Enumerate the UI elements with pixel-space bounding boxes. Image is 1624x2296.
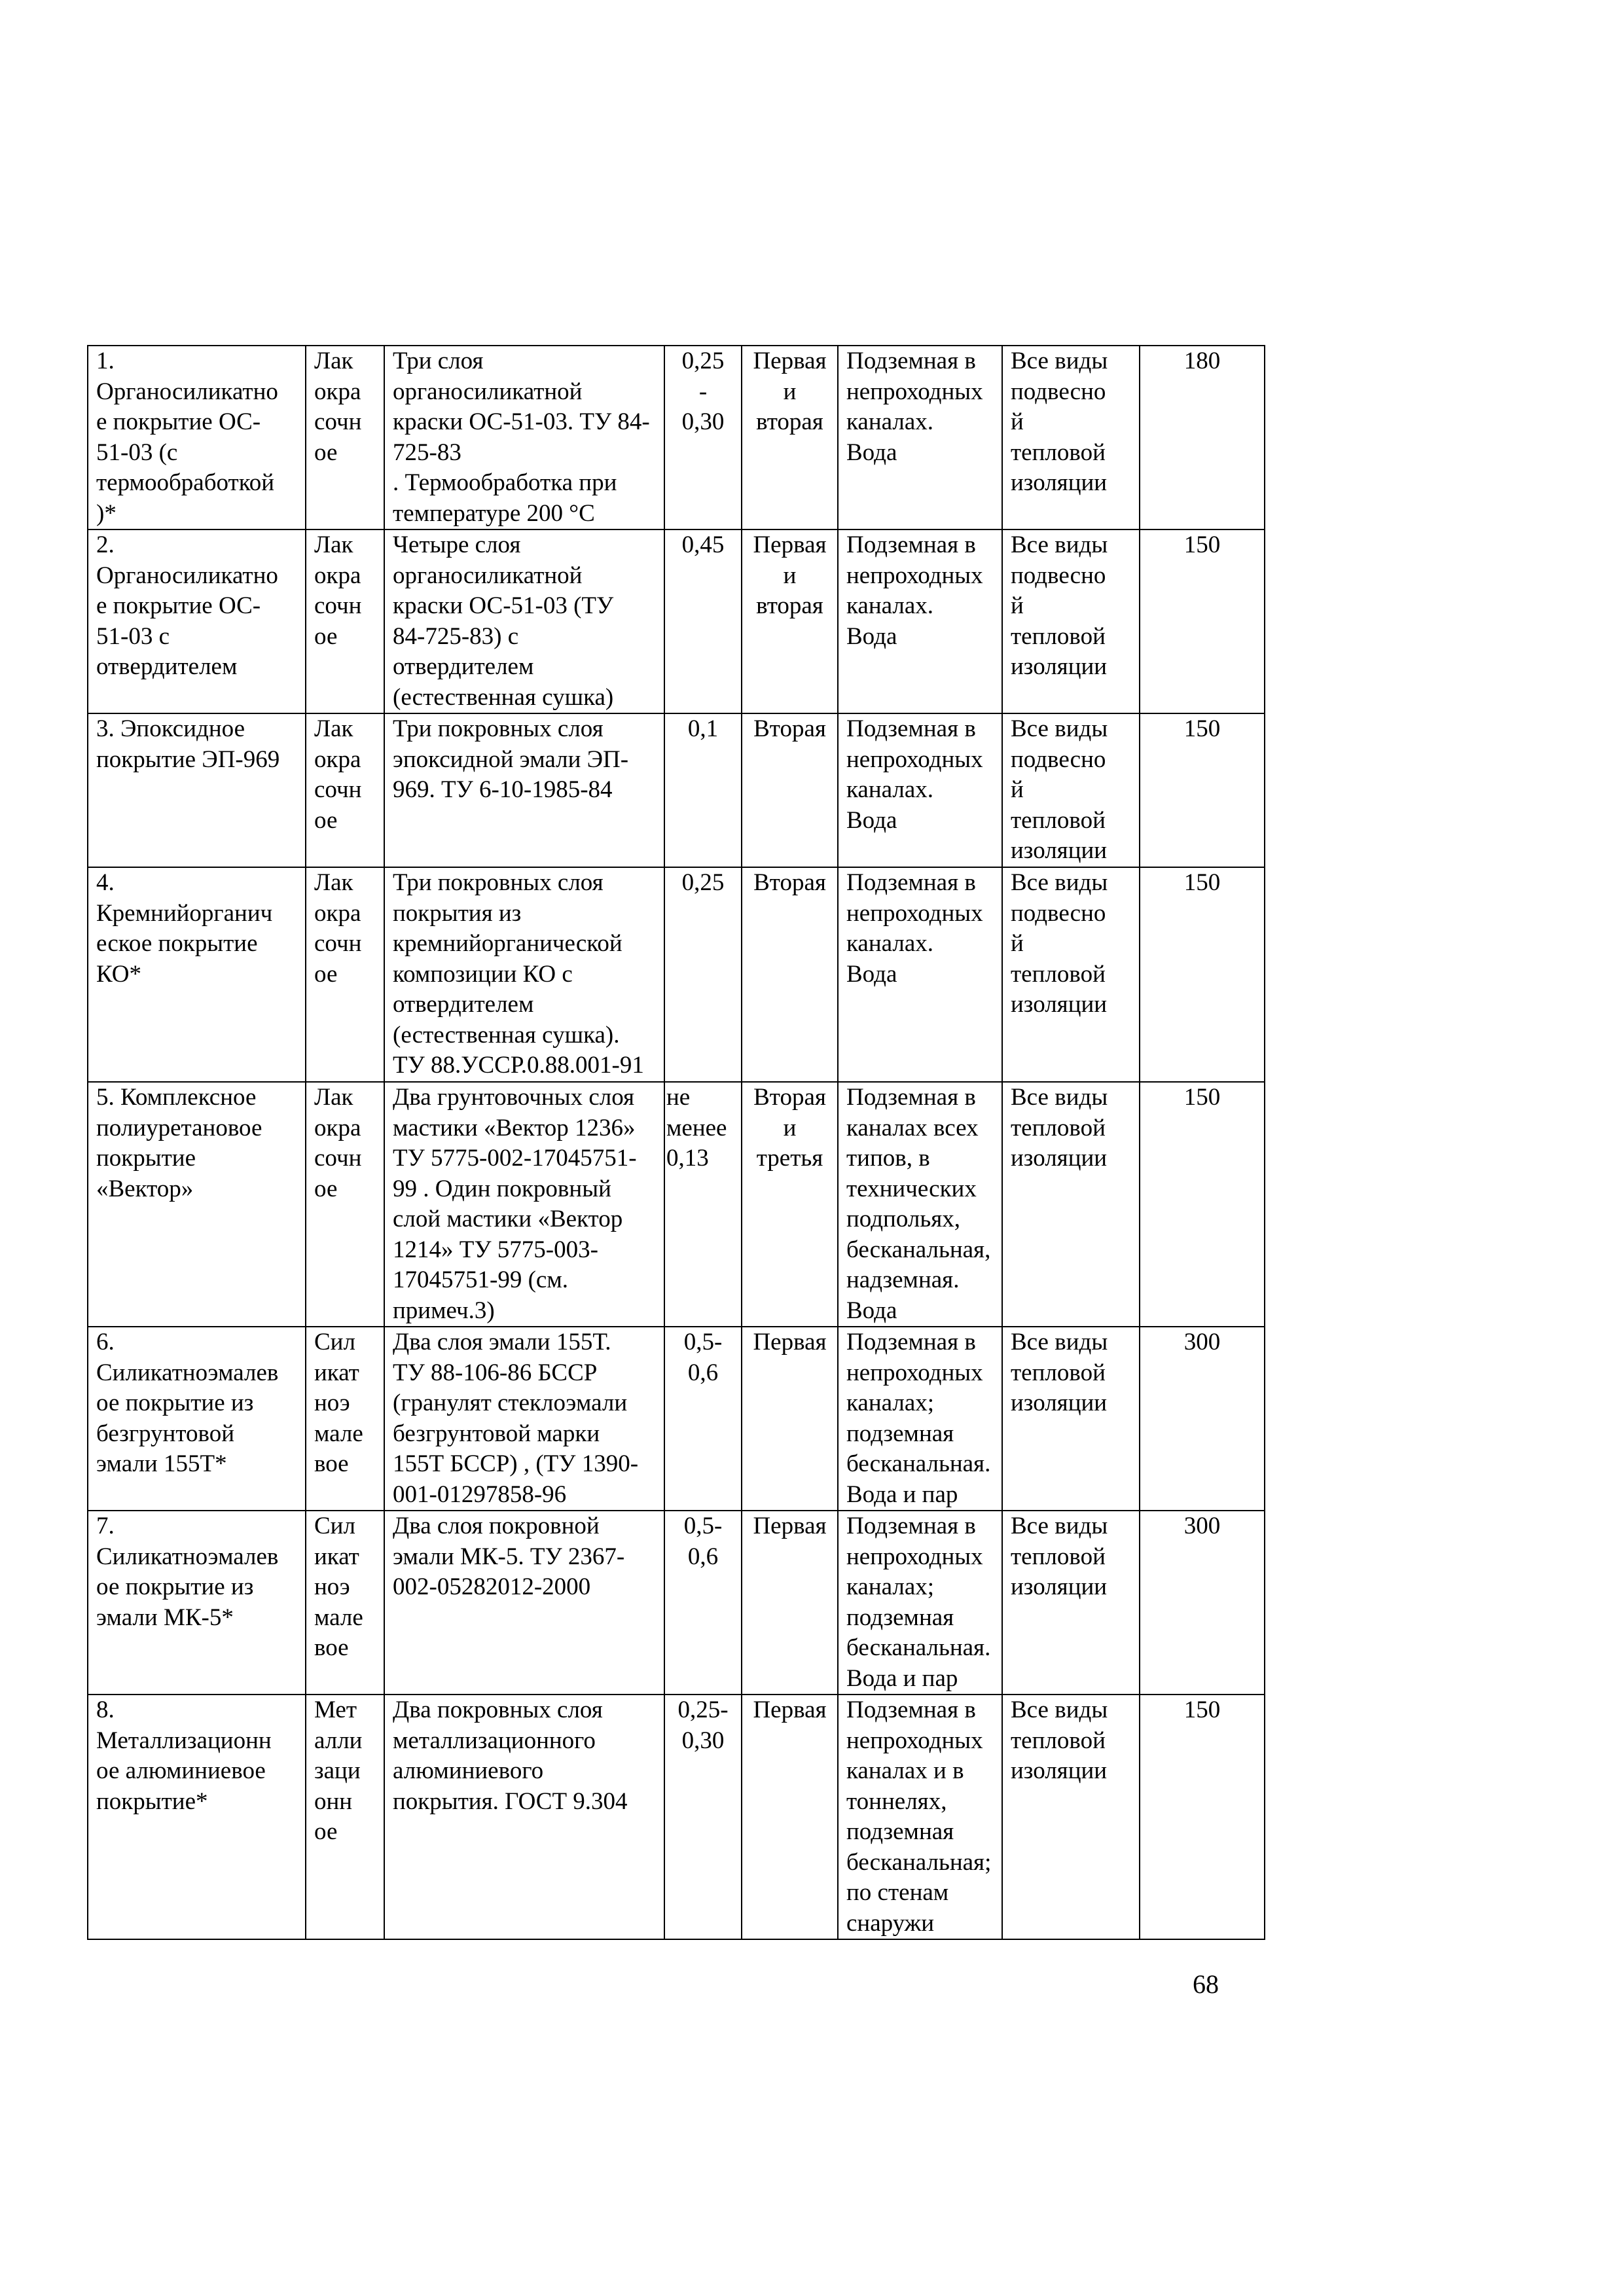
cell-line: мале (314, 1604, 363, 1631)
cell-line: безгрунтовой марки (393, 1420, 600, 1447)
table-row (88, 1695, 1265, 1939)
cell-line: эмали МК-5. ТУ 2367- (393, 1543, 625, 1570)
efficiency-cell (742, 1327, 838, 1511)
cell-line: Вода (846, 1297, 897, 1324)
cell-line: подвесно (1011, 899, 1106, 927)
cell-line: окра (314, 1114, 361, 1141)
cell-line: органосиликатной (393, 378, 583, 405)
cell-line: 0,30 (681, 408, 725, 435)
cell-line: безгрунтовой (96, 1420, 235, 1447)
cell-line: й (1011, 408, 1024, 435)
cell-line: тепловой (1011, 1359, 1106, 1386)
thickness-cell (664, 1327, 742, 1511)
cell-line: Лак (314, 1084, 353, 1111)
cell-line: Подземная в (846, 1084, 976, 1111)
coating-type-cell (306, 1511, 384, 1695)
cell-line: Все виды (1011, 1696, 1108, 1723)
cell-line: Подземная в (846, 1329, 976, 1355)
insulation-cell (1002, 713, 1140, 867)
temperature-cell: 150 (1140, 1695, 1265, 1939)
cell-line: Металлизационн (96, 1727, 272, 1754)
cell-line: и (783, 562, 797, 589)
cell-line: 99 . Один покровный (393, 1175, 611, 1202)
coating-type-cell (306, 713, 384, 867)
cell-line: подвесно (1011, 378, 1106, 405)
cell-line: Два слоя покровной (393, 1513, 600, 1539)
coating-name-cell (88, 1695, 306, 1939)
efficiency-cell (742, 1511, 838, 1695)
cell-line: 0,45 (681, 531, 725, 558)
table-row (88, 1327, 1265, 1511)
insulation-cell (1002, 1511, 1140, 1695)
cell-line: Вода (846, 806, 897, 834)
cell-line: каналах. (846, 408, 934, 435)
thickness-cell (664, 1082, 742, 1327)
cell-line: Лак (314, 348, 353, 374)
insulation-cell (1002, 1082, 1140, 1327)
cell-line: покрытие* (96, 1787, 208, 1815)
cell-line: вое (314, 1634, 349, 1661)
cell-line: ое (314, 960, 338, 988)
cell-line: 8. (96, 1696, 115, 1723)
cell-line: типов, в (846, 1145, 930, 1172)
cell-line: тепловой (1011, 622, 1106, 650)
cell-line: термообработкой (96, 469, 275, 496)
cell-line: . Термообработка при (393, 469, 617, 496)
cell-line: бесканальная, (846, 1236, 991, 1263)
cell-line: тепловой (1011, 1543, 1106, 1570)
cell-line: мастики «Вектор 1236» (393, 1114, 636, 1141)
cell-line: Три слоя (393, 348, 484, 374)
coating-description-cell (384, 713, 664, 867)
cell-line: Первая (753, 348, 827, 374)
cell-line: ое покрытие из (96, 1573, 254, 1600)
cell-line: каналах. (846, 592, 934, 619)
cell-line: примеч.3) (393, 1297, 495, 1324)
cell-line: ое (314, 622, 338, 650)
cell-line: 1. (96, 348, 115, 374)
cell-line: 969. ТУ 6-10-1985-84 (393, 776, 613, 803)
coating-name-cell (88, 346, 306, 529)
cell-line: сочн (314, 930, 362, 957)
cell-line: третья (756, 1145, 823, 1172)
cell-line: Вторая (753, 869, 826, 896)
coating-name-cell (88, 867, 306, 1082)
cell-line: краски ОС-51-03. ТУ 84- (393, 408, 650, 435)
table-row (88, 867, 1265, 1082)
cell-line: изоляции (1011, 991, 1108, 1018)
cell-line: эпоксидной эмали ЭП- (393, 745, 629, 773)
cell-line: 0,30 (681, 1727, 725, 1754)
cell-line: ноэ (314, 1573, 350, 1600)
table-row (88, 529, 1265, 713)
cell-line: покрытия. ГОСТ 9.304 (393, 1787, 628, 1815)
cell-line: Все виды (1011, 715, 1108, 742)
cell-line: подземная (846, 1420, 954, 1447)
coatings-table (87, 345, 1265, 1940)
cell-line: непроходных (846, 1727, 983, 1754)
coating-description-cell (384, 1695, 664, 1939)
cell-line: не (666, 1084, 691, 1111)
cell-line: Все виды (1011, 348, 1108, 374)
cell-line: й (1011, 930, 1024, 957)
cell-line: тепловой (1011, 1727, 1106, 1754)
cell-line: покрытия из (393, 899, 522, 927)
cell-line: 0,1 (687, 715, 719, 742)
table-row (88, 713, 1265, 867)
cell-line: непроходных (846, 562, 983, 589)
temperature-cell: 150 (1140, 1082, 1265, 1327)
cell-line: тепловой (1011, 960, 1106, 988)
conditions-cell (838, 1695, 1002, 1939)
cell-line: 1214» ТУ 5775-003- (393, 1236, 598, 1263)
cell-line: и (783, 1114, 797, 1141)
cell-line: Первая (753, 1513, 827, 1539)
cell-line: окра (314, 899, 361, 927)
coating-name-cell (88, 1327, 306, 1511)
cell-line: Три покровных слоя (393, 715, 604, 742)
efficiency-cell (742, 713, 838, 867)
thickness-cell (664, 713, 742, 867)
cell-line: Силикатноэмалев (96, 1543, 279, 1570)
coating-type-cell (306, 529, 384, 713)
cell-line: подземная (846, 1604, 954, 1631)
thickness-cell (664, 346, 742, 529)
temperature-cell: 300 (1140, 1327, 1265, 1511)
cell-line: эмали МК-5* (96, 1604, 234, 1631)
coating-name-cell (88, 1082, 306, 1327)
cell-line: 0,25 (681, 869, 725, 896)
cell-line: подпольях, (846, 1206, 960, 1232)
cell-line: 0,25- (677, 1696, 729, 1723)
table-row (88, 1082, 1265, 1327)
cell-line: КО* (96, 960, 141, 988)
cell-line: кремнийорганической (393, 930, 623, 957)
cell-line: 4. (96, 869, 115, 896)
cell-line: 155Т БССР) , (ТУ 1390- (393, 1450, 639, 1477)
cell-line: металлизационного (393, 1727, 596, 1754)
efficiency-cell (742, 867, 838, 1082)
cell-line: Вторая (753, 715, 826, 742)
cell-line: (естественная сушка). (393, 1021, 620, 1049)
insulation-cell (1002, 1327, 1140, 1511)
conditions-cell (838, 1511, 1002, 1695)
cell-line: вторая (756, 408, 823, 435)
cell-line: и (783, 378, 797, 405)
cell-line: 51-03 с (96, 622, 170, 650)
cell-line: Вода и пар (846, 1480, 958, 1508)
cell-line: 001-01297858-96 (393, 1480, 567, 1508)
cell-line: Подземная в (846, 1696, 976, 1723)
cell-line: Три покровных слоя (393, 869, 604, 896)
cell-line: Вода (846, 960, 897, 988)
cell-line: Два грунтовочных слоя (393, 1084, 635, 1111)
cell-line: ТУ 88-106-86 БССР (393, 1359, 598, 1386)
cell-line: 51-03 (с (96, 439, 178, 466)
cell-line: 0,25 (681, 348, 725, 374)
efficiency-cell (742, 529, 838, 713)
cell-line: Сил (314, 1513, 355, 1539)
cell-line: вторая (756, 592, 823, 619)
conditions-cell (838, 713, 1002, 867)
cell-line: отвердителем (393, 991, 534, 1018)
cell-line: 3. Эпоксидное (96, 715, 245, 742)
cell-line: тоннелях, (846, 1787, 947, 1815)
cell-line: ое покрытие из (96, 1390, 254, 1416)
cell-line: бесканальная. (846, 1634, 991, 1661)
cell-line: «Вектор» (96, 1175, 194, 1202)
cell-line: Вторая (753, 1084, 826, 1111)
cell-line: Все виды (1011, 869, 1108, 896)
coating-type-cell (306, 867, 384, 1082)
insulation-cell (1002, 867, 1140, 1082)
cell-line: 0,13 (666, 1145, 709, 1172)
cell-line: краски ОС-51-03 (ТУ (393, 592, 614, 619)
conditions-cell (838, 1327, 1002, 1511)
cell-line: подземная (846, 1818, 954, 1845)
cell-line: Два покровных слоя (393, 1696, 603, 1723)
cell-line: ое (314, 439, 338, 466)
table-row (88, 346, 1265, 529)
cell-line: онн (314, 1787, 353, 1815)
cell-line: Лак (314, 531, 353, 558)
cell-line: ТУ 88.УССР.0.88.001-91 (393, 1052, 644, 1079)
cell-line: эмали 155Т* (96, 1450, 227, 1477)
cell-line: еское покрытие (96, 930, 258, 957)
page-number: 68 (1193, 1969, 1219, 1999)
cell-line: 7. (96, 1513, 115, 1539)
coating-description-cell (384, 346, 664, 529)
coating-type-cell (306, 1327, 384, 1511)
coating-description-cell (384, 529, 664, 713)
temperature-cell: 150 (1140, 867, 1265, 1082)
table-body (88, 346, 1265, 1939)
cell-line: отвердителем (393, 653, 534, 680)
coating-description-cell (384, 867, 664, 1082)
cell-line: ое (314, 1818, 338, 1845)
cell-line: изоляции (1011, 1390, 1108, 1416)
cell-line: мале (314, 1420, 363, 1447)
cell-line: каналах; (846, 1573, 935, 1600)
cell-line: ТУ 5775-002-17045751- (393, 1145, 637, 1172)
cell-line: 2. (96, 531, 115, 558)
cell-line: 84-725-83) с (393, 622, 519, 650)
cell-line: непроходных (846, 745, 983, 773)
coating-type-cell (306, 1695, 384, 1939)
cell-line: (гранулят стеклоэмали (393, 1390, 628, 1416)
cell-line: каналах и в (846, 1757, 964, 1784)
coating-name-cell (88, 713, 306, 867)
temperature-cell: 150 (1140, 529, 1265, 713)
cell-line: 725-83 (393, 439, 461, 466)
cell-line: Лак (314, 869, 353, 896)
cell-line: Все виды (1011, 1084, 1108, 1111)
cell-line: изоляции (1011, 837, 1108, 864)
temperature-cell: 150 (1140, 713, 1265, 867)
cell-line: слой мастики «Вектор (393, 1206, 623, 1232)
cell-line: сочн (314, 1145, 362, 1172)
cell-line: алли (314, 1727, 363, 1754)
cell-line: Все виды (1011, 1513, 1108, 1539)
cell-line: менее (666, 1114, 727, 1141)
cell-line: Лак (314, 715, 353, 742)
cell-line: тепловой (1011, 806, 1106, 834)
cell-line: Силикатноэмалев (96, 1359, 279, 1386)
cell-line: окра (314, 562, 361, 589)
temperature-cell: 180 (1140, 346, 1265, 529)
cell-line: снаружи (846, 1909, 935, 1937)
cell-line: изоляции (1011, 1573, 1108, 1600)
cell-line: органосиликатной (393, 562, 583, 589)
cell-line: алюминиевого (393, 1757, 544, 1784)
cell-line: сочн (314, 408, 362, 435)
cell-line: окра (314, 745, 361, 773)
cell-line: (естественная сушка) (393, 683, 614, 711)
cell-line: )* (96, 499, 117, 527)
coating-name-cell (88, 1511, 306, 1695)
cell-line: Все виды (1011, 1329, 1108, 1355)
cell-line: ноэ (314, 1390, 350, 1416)
cell-line: 0,5- (683, 1329, 723, 1355)
coating-description-cell (384, 1327, 664, 1511)
coating-description-cell (384, 1082, 664, 1327)
cell-line: тепловой (1011, 1114, 1106, 1141)
cell-line: каналах всех (846, 1114, 979, 1141)
cell-line: Органосиликатно (96, 378, 278, 405)
cell-line: Подземная в (846, 869, 976, 896)
cell-line: - (698, 378, 708, 405)
efficiency-cell (742, 346, 838, 529)
cell-line: сочн (314, 592, 362, 619)
cell-line: заци (314, 1757, 361, 1784)
cell-line: окра (314, 378, 361, 405)
cell-line: Четыре слоя (393, 531, 521, 558)
insulation-cell (1002, 1695, 1140, 1939)
cell-line: Мет (314, 1696, 357, 1723)
cell-line: 0,6 (687, 1359, 719, 1386)
coating-type-cell (306, 1082, 384, 1327)
efficiency-cell (742, 1695, 838, 1939)
cell-line: покрытие ЭП-969 (96, 745, 280, 773)
coating-description-cell (384, 1511, 664, 1695)
cell-line: 17045751-99 (см. (393, 1266, 568, 1293)
cell-line: композиции КО с (393, 960, 573, 988)
cell-line: каналах. (846, 930, 934, 957)
cell-line: технических (846, 1175, 977, 1202)
insulation-cell (1002, 346, 1140, 529)
cell-line: температуре 200 °С (393, 499, 595, 527)
cell-line: Подземная в (846, 531, 976, 558)
cell-line: Подземная в (846, 348, 976, 374)
conditions-cell (838, 1082, 1002, 1327)
cell-line: непроходных (846, 899, 983, 927)
cell-line: вое (314, 1450, 349, 1477)
cell-line: тепловой (1011, 439, 1106, 466)
cell-line: по стенам (846, 1879, 949, 1906)
cell-line: изоляции (1011, 653, 1108, 680)
cell-line: непроходных (846, 1359, 983, 1386)
cell-line: отвердителем (96, 653, 238, 680)
cell-line: икат (314, 1359, 359, 1386)
coating-name-cell (88, 529, 306, 713)
cell-line: Вода (846, 439, 897, 466)
cell-line: е покрытие ОС- (96, 592, 261, 619)
cell-line: Органосиликатно (96, 562, 278, 589)
efficiency-cell (742, 1082, 838, 1327)
temperature-cell: 300 (1140, 1511, 1265, 1695)
cell-line: 0,6 (687, 1543, 719, 1570)
cell-line: Первая (753, 1329, 827, 1355)
cell-line: подвесно (1011, 562, 1106, 589)
cell-line: Подземная в (846, 715, 976, 742)
cell-line: 0,5- (683, 1513, 723, 1539)
cell-line: ое (314, 806, 338, 834)
coating-type-cell (306, 346, 384, 529)
cell-line: бесканальная. (846, 1450, 991, 1477)
cell-line: 002-05282012-2000 (393, 1573, 591, 1600)
cell-line: изоляции (1011, 1145, 1108, 1172)
thickness-cell (664, 1695, 742, 1939)
cell-line: Первая (753, 1696, 827, 1723)
cell-line: Два слоя эмали 155Т. (393, 1329, 611, 1355)
cell-line: 5. Комплексное (96, 1084, 257, 1111)
cell-line: бесканальная; (846, 1848, 992, 1876)
insulation-cell (1002, 529, 1140, 713)
thickness-cell (664, 867, 742, 1082)
cell-line: каналах. (846, 776, 934, 803)
cell-line: Подземная в (846, 1513, 976, 1539)
cell-line: покрытие (96, 1145, 196, 1172)
cell-line: й (1011, 592, 1024, 619)
cell-line: каналах; (846, 1390, 935, 1416)
conditions-cell (838, 346, 1002, 529)
thickness-cell (664, 1511, 742, 1695)
conditions-cell (838, 529, 1002, 713)
cell-line: Сил (314, 1329, 355, 1355)
cell-line: подвесно (1011, 745, 1106, 773)
cell-line: изоляции (1011, 1757, 1108, 1784)
cell-line: ое алюминиевое (96, 1757, 266, 1784)
cell-line: непроходных (846, 1543, 983, 1570)
cell-line: Вода (846, 622, 897, 650)
cell-line: изоляции (1011, 469, 1108, 496)
cell-line: й (1011, 776, 1024, 803)
cell-line: икат (314, 1543, 359, 1570)
cell-line: непроходных (846, 378, 983, 405)
conditions-cell (838, 867, 1002, 1082)
table-row (88, 1511, 1265, 1695)
cell-line: надземная. (846, 1266, 960, 1293)
cell-line: 6. (96, 1329, 115, 1355)
cell-line: ое (314, 1175, 338, 1202)
cell-line: Все виды (1011, 531, 1108, 558)
cell-line: сочн (314, 776, 362, 803)
cell-line: Вода и пар (846, 1664, 958, 1692)
thickness-cell (664, 529, 742, 713)
cell-line: е покрытие ОС- (96, 408, 261, 435)
cell-line: Первая (753, 531, 827, 558)
cell-line: полиуретановое (96, 1114, 262, 1141)
cell-line: Кремнийорганич (96, 899, 273, 927)
